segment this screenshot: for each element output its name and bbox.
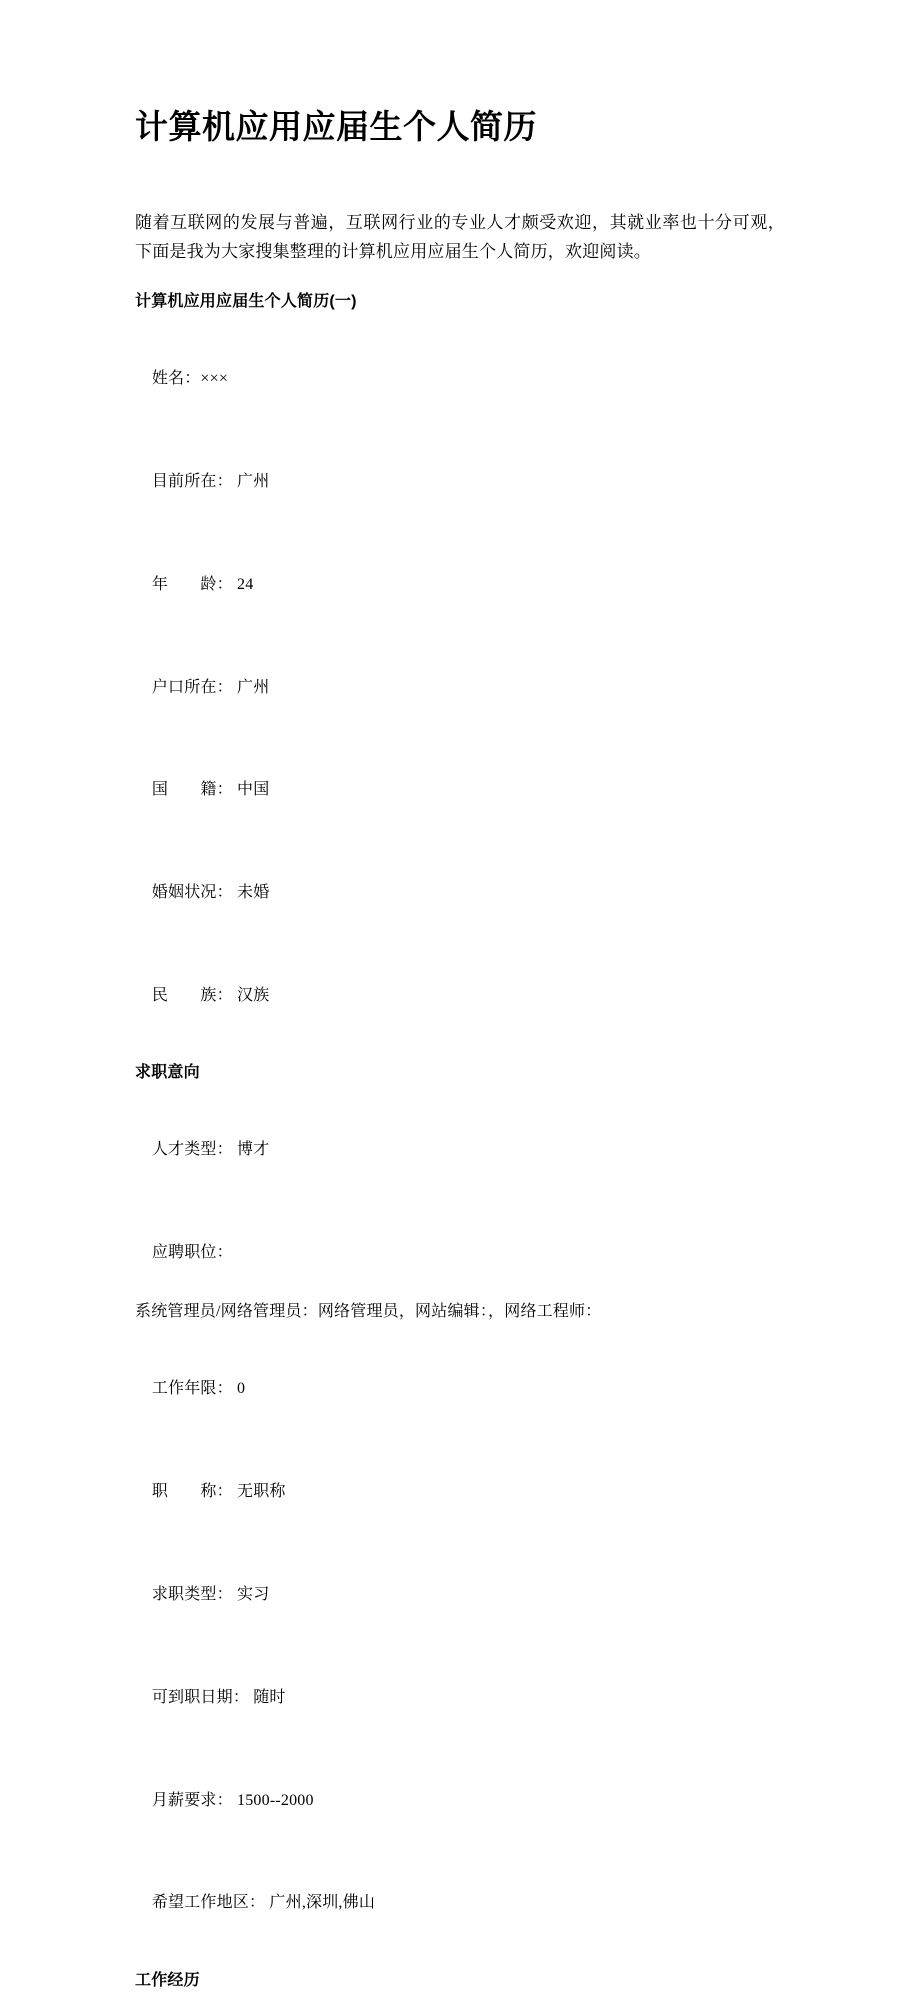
field-value: 未婚 [232, 884, 270, 902]
field-row [135, 957, 785, 1034]
field-label: 姓名： [151, 370, 201, 388]
field-value: 广州,深圳,佛山 [265, 1894, 376, 1912]
section-heading-one: 计算机应用应届生个人简历(一) [135, 293, 357, 311]
field-value: 广州 [232, 473, 270, 491]
field-label: 希望工作地区： [151, 1894, 266, 1912]
field-label: 人才类型： [151, 1141, 233, 1159]
field-value: 无职称 [232, 1483, 286, 1501]
field-value: 实习 [232, 1586, 270, 1604]
field-row [135, 1351, 785, 1428]
field-value: 博才 [232, 1141, 270, 1159]
field-row [135, 752, 785, 829]
field-row [135, 649, 785, 726]
field-label: 求职类型： [151, 1586, 233, 1604]
position-label-row [135, 1214, 785, 1291]
field-row [135, 1556, 785, 1633]
field-label: 可到职日期： [151, 1688, 250, 1706]
field-label: 民 族： [151, 986, 233, 1004]
field-label: 月薪要求： [151, 1791, 233, 1809]
field-label: 工作年限： [151, 1380, 233, 1398]
field-value: 24 [232, 575, 254, 593]
position-value-row: 系统管理员/网络管理员：网络管理员，网站编辑：，网络工程师： [135, 1303, 602, 1321]
field-value: 1500--2000 [232, 1791, 314, 1809]
field-row [135, 855, 785, 932]
field-row [135, 443, 785, 520]
field-row [135, 341, 785, 418]
intro-paragraph: 随着互联网的发展与普遍，互联网行业的专业人才颇受欢迎，其就业率也十分可观，下面是我为大家搜集整理的计算机应用应届生个人简历，欢迎阅读。 [135, 212, 785, 262]
job-intent-heading: 求职意向 [135, 1064, 200, 1082]
field-label: 婚姻状况： [151, 884, 233, 902]
field-value: 广州 [232, 678, 270, 696]
field-row [135, 1865, 785, 1942]
field-value: 汉族 [232, 986, 270, 1004]
field-row [135, 1762, 785, 1839]
field-label: 户口所在： [151, 678, 233, 696]
field-label: 目前所在： [151, 473, 233, 491]
field-row [135, 1454, 785, 1531]
field-row [135, 1112, 785, 1189]
field-row [135, 546, 785, 623]
field-label: 年 龄： [151, 575, 233, 593]
field-label: 职 称： [151, 1483, 233, 1501]
field-label: 应聘职位： [151, 1244, 233, 1262]
field-value: ××× [200, 370, 229, 388]
field-value: 0 [232, 1380, 246, 1398]
field-value: 中国 [232, 781, 270, 799]
work-experience-heading: 工作经历 [135, 1971, 200, 1989]
field-label: 国 籍： [151, 781, 233, 799]
field-value: 随时 [249, 1688, 286, 1706]
page-title: 计算机应用应届生个人简历 [135, 108, 537, 145]
field-row [135, 1659, 785, 1736]
